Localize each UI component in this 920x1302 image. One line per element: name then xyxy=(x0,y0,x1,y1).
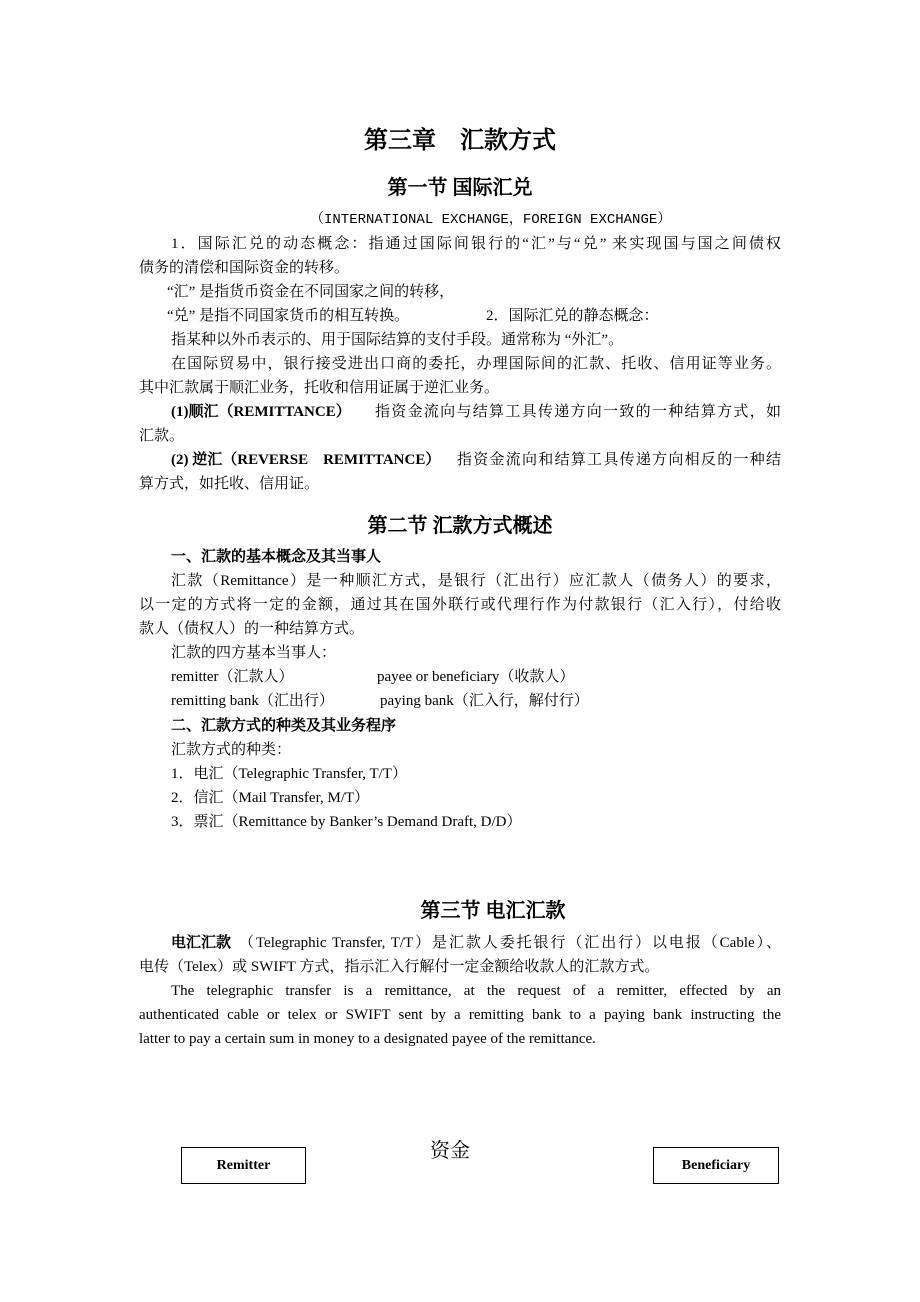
party-paying-bank: paying bank（汇入行，解付行） xyxy=(380,693,589,709)
chapter-title: 第三章 汇款方式 xyxy=(364,128,556,154)
para-line: 以一定的方式将一定的金额，通过其在国外联行或代理行作为付款银行（汇入行），付给收 xyxy=(139,597,781,613)
para-line: The telegraphic transfer is a remittance, at the request of a remitter, effected by an xyxy=(171,983,781,999)
para-line: （Telegraphic Transfer, T/T）是汇款人委托银行（汇出行）以电报（Cable）、 xyxy=(239,935,781,951)
para-line: 指某种以外币表示的、用于国际结算的支付手段。通常称为 “外汇”。 xyxy=(171,332,624,348)
para-line: “汇” 是指货币资金在不同国家之间的转移， xyxy=(167,284,455,300)
para-line: 指资金流向和结算工具传递方向相反的一种结 xyxy=(457,452,781,468)
reverse-remittance-label: (2) 逆汇（REVERSE REMITTANCE） xyxy=(171,452,441,468)
para-line: authenticated cable or telex or SWIFT sent by a remitting bank to a paying bank instructing the xyxy=(139,1007,781,1023)
section1-subtitle: （INTERNATIONAL EXCHANGE，FOREIGN EXCHANGE） xyxy=(310,212,672,228)
section1-title: 第一节 国际汇兑 xyxy=(387,177,533,199)
para-line: latter to pay a certain sum in money to a designated payee of the remittance. xyxy=(139,1031,596,1047)
para-line: 在国际贸易中，银行接受进出口商的委托，办理国际间的汇款、托收、信用证等业务。 xyxy=(171,356,781,372)
subheading: 二、汇款方式的种类及其业务程序 xyxy=(171,718,397,734)
term: 电汇汇款 xyxy=(171,935,232,951)
remittance-label: (1)顺汇（REMITTANCE） xyxy=(171,404,351,420)
party-remitting-bank: remitting bank（汇出行） xyxy=(171,693,334,709)
para-line: 汇款方式的种类： xyxy=(171,742,292,758)
party-payee: payee or beneficiary（收款人） xyxy=(377,669,575,685)
subheading: 一、汇款的基本概念及其当事人 xyxy=(171,549,382,565)
para-line: “兑” 是指不同国家货币的相互转换。 xyxy=(167,308,410,324)
para-line: 指资金流向与结算工具传递方向一致的一种结算方式，如 xyxy=(375,404,781,420)
para-line: 债务的清偿和国际资金的转移。 xyxy=(139,260,350,276)
beneficiary-box: Beneficiary xyxy=(653,1147,779,1184)
type-item: 2．信汇（Mail Transfer, M/T） xyxy=(171,790,370,806)
para-line: 其中汇款属于顺汇业务，托收和信用证属于逆汇业务。 xyxy=(139,380,500,396)
para-line: 电传（Telex）或 SWIFT 方式，指示汇入行解付一定金额给收款人的汇款方式。 xyxy=(139,959,660,975)
party-remitter: remitter（汇款人） xyxy=(171,669,294,685)
funds-label: 资金 xyxy=(430,1140,470,1162)
para-line: 2．国际汇兑的静态概念： xyxy=(486,308,659,324)
para-line: 1．国际汇兑的动态概念：指通过国际间银行的“汇”与“兑” 来实现国与国之间债权 xyxy=(171,236,781,252)
section2-title: 第二节 汇款方式概述 xyxy=(367,515,553,537)
para-line: 汇款（Remittance）是一种顺汇方式，是银行（汇出行）应汇款人（债务人）的要求， xyxy=(171,573,781,589)
type-item: 3．票汇（Remittance by Banker’s Demand Draft, D/D） xyxy=(171,814,522,830)
type-item: 1．电汇（Telegraphic Transfer, T/T） xyxy=(171,766,407,782)
para-line: 汇款的四方基本当事人： xyxy=(171,645,337,661)
para-line: 款人（债权人）的一种结算方式。 xyxy=(139,621,365,637)
para-line: 汇款。 xyxy=(139,428,185,444)
section3-title: 第三节 电汇汇款 xyxy=(420,900,566,922)
remitter-box: Remitter xyxy=(181,1147,306,1184)
para-line: 算方式，如托收、信用证。 xyxy=(139,476,320,492)
